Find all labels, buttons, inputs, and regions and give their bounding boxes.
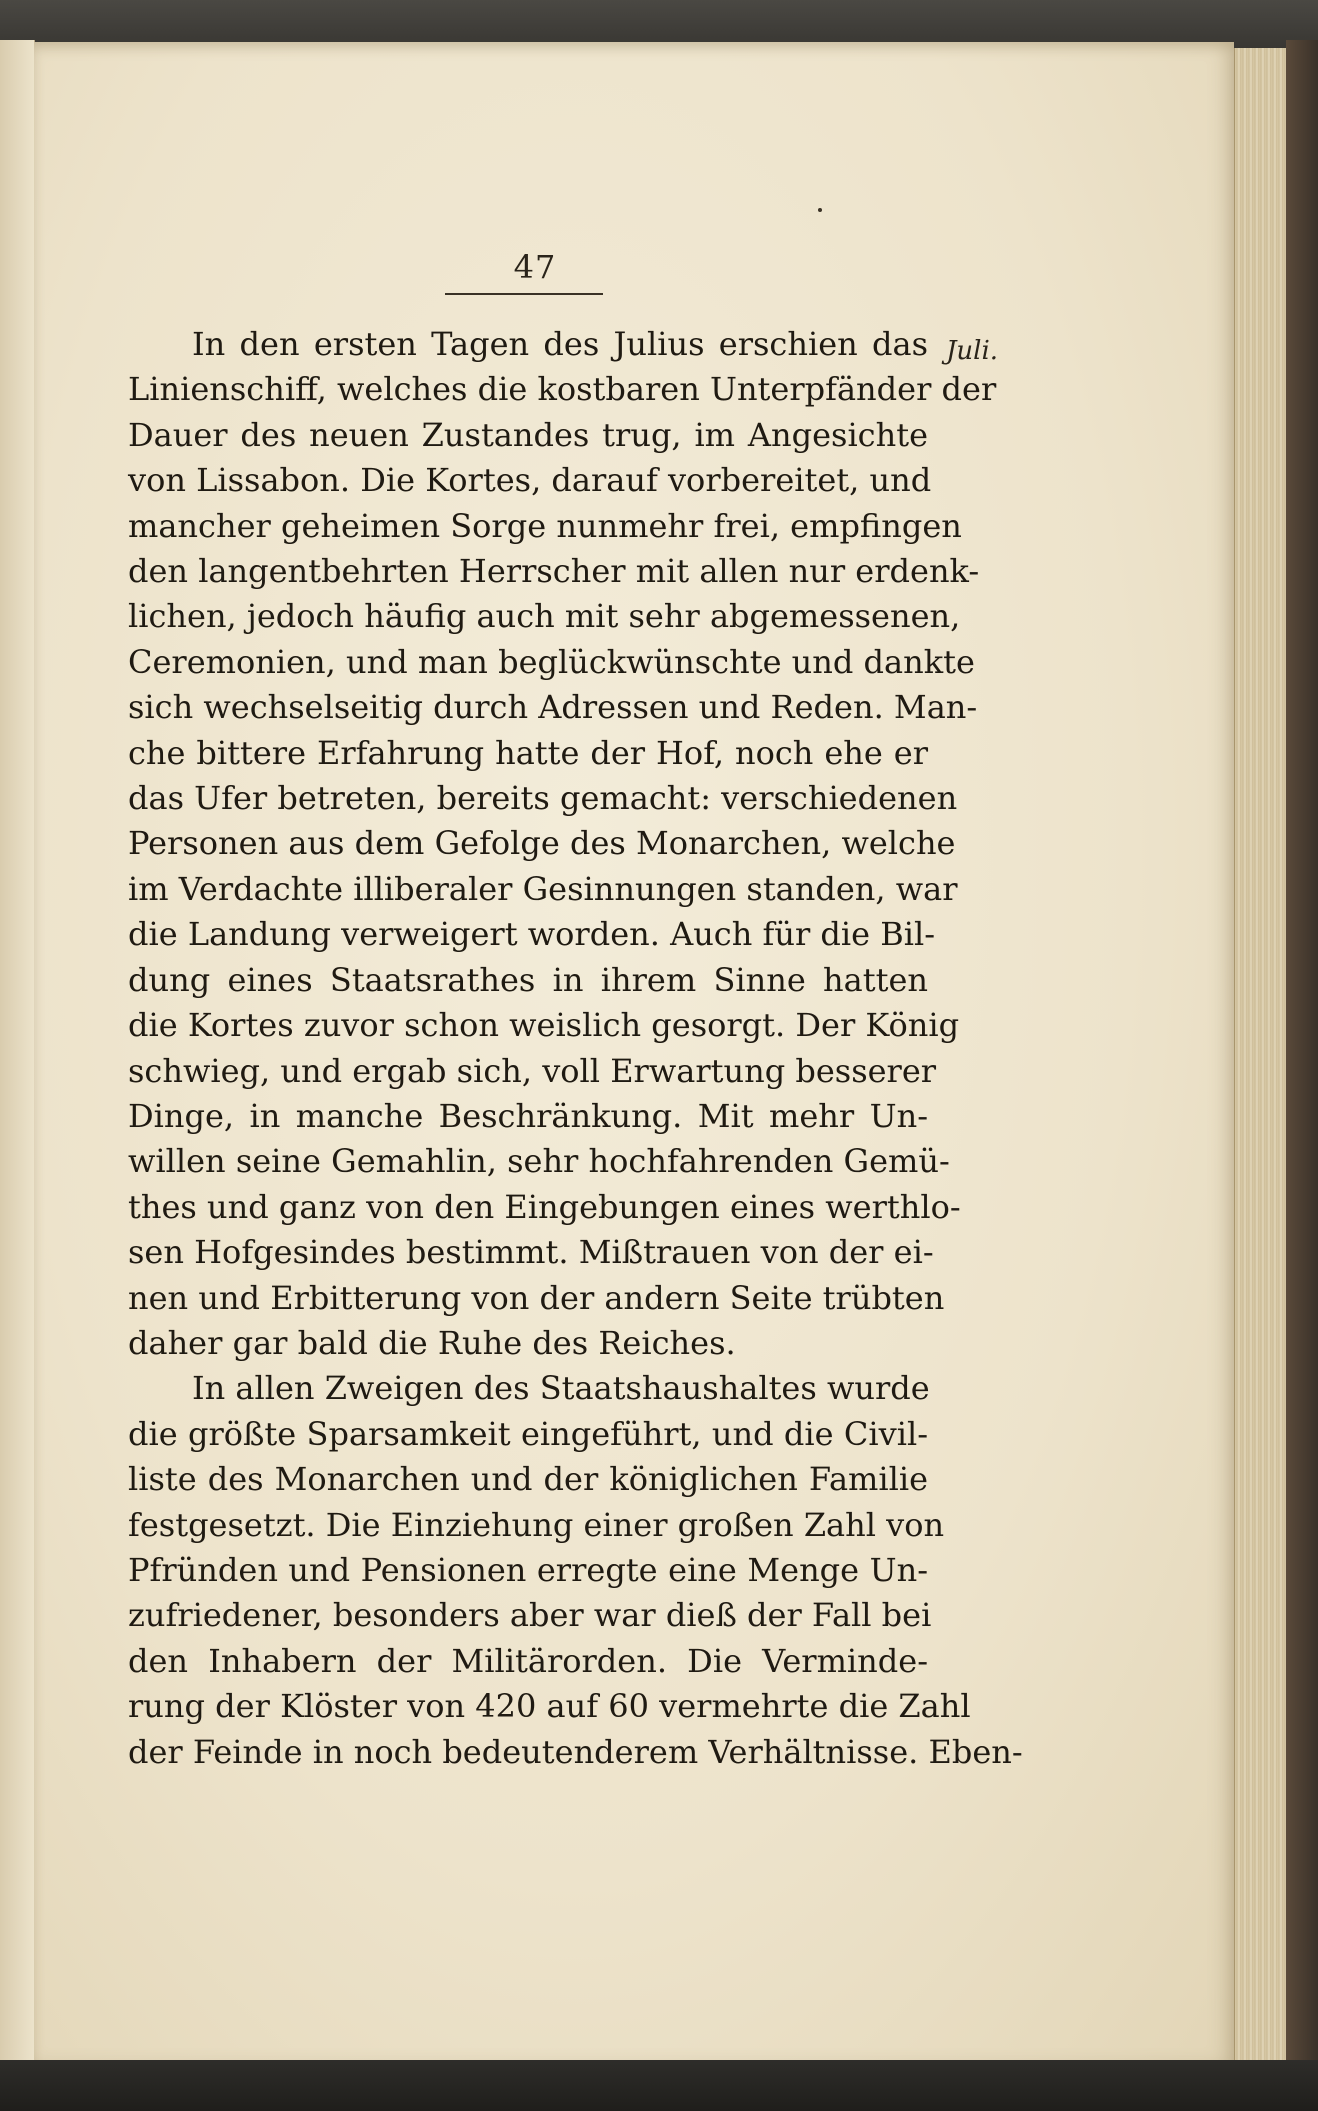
text-line: im Verdachte illiberaler Gesinnungen standen, war [128,869,958,908]
text-line: Ceremonien, und man beglückwünschte und dankte [128,642,975,681]
text-line: Pfründen und Pensionen erregte eine Menge Un- [128,1550,928,1589]
text-line: die Landung verweigert worden. Auch für die Bil- [128,915,936,954]
text-line: In den ersten Tagen des Julius erschien das [192,325,928,363]
text-line: thes und ganz von den Eingebungen eines werthlo- [128,1187,961,1226]
text-line: dung eines Staatsrathes in ihrem Sinne hatten [128,960,928,999]
page-number: 47 [513,248,557,286]
text-line: Linienschiff, welches die kostbaren Unterpfänder der [128,370,997,409]
text-line: daher gar bald die Ruhe des Reiches. [128,1323,736,1362]
text-line: festgesetzt. Die Einziehung einer großen Zahl von [128,1505,945,1544]
text-line: In allen Zweigen des Staatshaushaltes wurde [192,1369,930,1408]
page-edges [1234,48,1287,2063]
text-line: liste des Monarchen und der königlichen Familie [128,1460,928,1499]
text-line: den Inhabern der Militärorden. Die Verminde- [128,1641,928,1680]
text-line: sen Hofgesindes bestimmt. Mißtrauen von der ei- [128,1233,934,1272]
text-line: das Ufer betreten, bereits gemacht: verschiedenen [128,779,958,818]
body-text [128,322,1023,1775]
text-line: die Kortes zuvor schon weislich gesorgt. Der König [128,1006,960,1045]
paragraph-1 [128,322,997,1366]
text-line: Dinge, in manche Beschränkung. Mit mehr Un- [128,1096,928,1135]
text-line: willen seine Gemahlin, sehr hochfahrenden Gemü- [128,1142,950,1181]
text-line: rung der Klöster von 420 auf 60 vermehrte die Zahl [128,1687,971,1726]
header-rule [445,293,603,295]
text-line: zufriedener, besonders aber war dieß der Fall bei [128,1596,932,1635]
ink-speck [818,208,822,212]
text-line: nen und Erbitterung von der andern Seite trübten [128,1278,945,1317]
text-line: die größte Sparsamkeit eingeführt, und die Civil- [128,1414,928,1453]
text-line: der Feinde in noch bedeutenderem Verhältnisse. Eben- [128,1732,1023,1771]
book-cover-right [1286,40,1318,2080]
margin-note: Juli. [946,336,999,366]
text-line: den langentbehrten Herrscher mit allen nur erdenk- [128,552,980,591]
text-line: sich wechselseitig durch Adressen und Reden. Man- [128,688,978,727]
facing-page-edge [0,40,35,2060]
text-line: Dauer des neuen Zustandes trug, im Angesichte [128,415,928,454]
text-line: von Lissabon. Die Kortes, darauf vorbereitet, und [128,461,932,500]
book-cover-bottom [0,2060,1318,2111]
text-line: schwieg, und ergab sich, voll Erwartung besserer [128,1051,937,1090]
text-line: lichen, jedoch häufig auch mit sehr abgemessenen, [128,597,961,636]
text-line: Personen aus dem Gefolge des Monarchen, welche [128,824,956,863]
text-line: che bittere Erfahrung hatte der Hof, noch ehe er [128,733,928,772]
paragraph-2 [128,1366,1023,1775]
text-line: mancher geheimen Sorge nunmehr frei, empfingen [128,506,962,545]
